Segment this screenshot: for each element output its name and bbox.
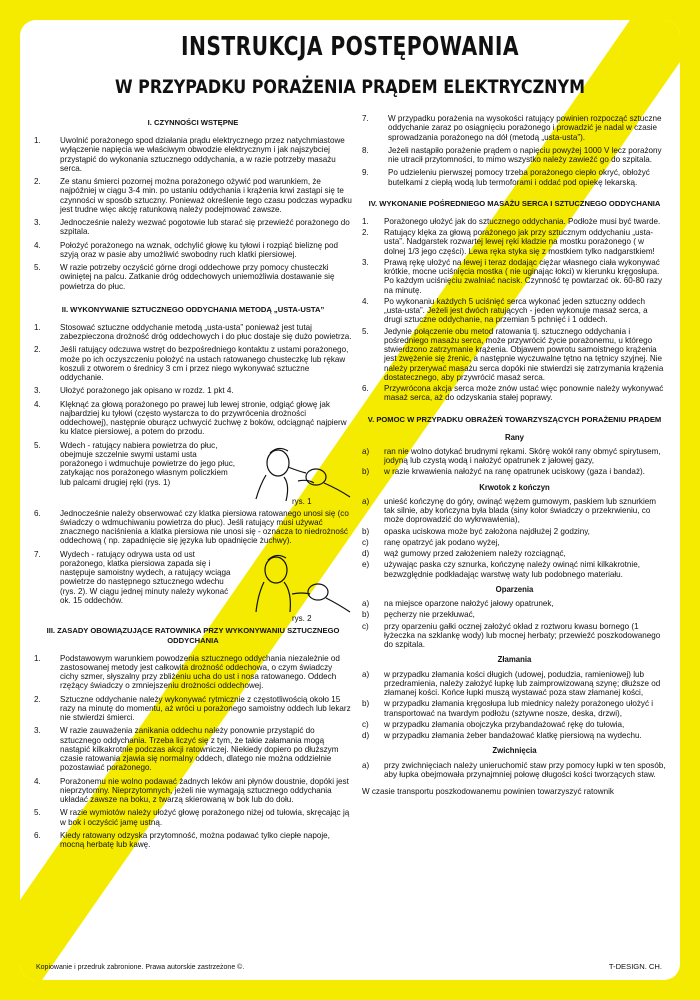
dislocations-heading: Zwichnięcia — [492, 746, 537, 756]
list-item: 2. Ratujący klęka za głową porażonego jak przy sztucznym oddychaniu „usta-usta”. Nadgarstek rozwartej lewej ręki kładzie na mostku porażonego ( w dolnej 1/3 jego części). Lewa ręka styka się z mostkiem tylko nadgarstkiem! — [362, 228, 655, 256]
figure-2 — [236, 550, 352, 624]
list-item: 1. Stosować sztuczne oddychanie metodą „usta-usta” ponieważ jest tutaj zabezpieczona drożność dróg oddechowych i do płuc dostaje się dużo powietrza. — [34, 322, 352, 341]
list-item: 2. Jeśli ratujący odczuwa wstręt do bezpośredniego kontaktu z ustami porażonego, może po ich oczyszczeniu położyć na ustach ratowanego chusteczkę lub rękaw koszuli z otworem o średnicy 3 cm i przez niego wykonywać sztuczne oddychanie. — [34, 345, 349, 382]
list-item: 4. Po wykonaniu każdych 5 uciśnięć serca wykonać jeden sztuczny oddech „usta-usta”. Jeżeli jest dwóch ratujących - jeden wykonuje masaż serca, a drugi sztuczne oddychanie, na przemian 5 pchnięć i 1 oddech. — [362, 296, 648, 325]
list-item: 6. Kiedy ratowany odzyska przytomność, można podawać tylko ciepłe napoje, mocną herbatę lub kawę. — [34, 830, 330, 849]
burns-heading: Oparzenia — [495, 584, 534, 594]
list-item: 1. Podstawowym warunkiem powodzenia sztucznego oddychania niezależnie od zastosowanej metody jest całkowita drożność oddechowa, o czym świadczy cichy szmer, słyszalny przy zbliżeniu ucha do ust i nosa ratowanego. Oddech rzężący świadczy o zmniejszeniu drożności oddechowej. — [34, 653, 340, 691]
list-item: 5. W razie wymiotów należy ułożyć głowę porażonego niżej od tułowia, skręcając ją w bok i oczyścić jamę ustną. — [34, 808, 350, 827]
list-item: 6. Jednocześnie należy obserwować czy klatka piersiowa ratowanego unosi się (co świadczy o wdmuchiwaniu powietrza do płuc). Jeśli ratujący musi używać znacznego naciśnienia a klatka piersiowa nie unosi się - oznacza to niedrożność oddechową ( np. zapadnięcie się języka lub opadnięcie żuchwy). — [34, 508, 349, 546]
right-column — [362, 114, 667, 796]
copyright-notice: Kopiowanie i przedruk zabronione. Prawa autorskie zastrzeżone ©. — [36, 964, 245, 971]
figure-1 — [236, 441, 352, 507]
main-title: INSTRUKCJA POSTĘPOWANIA — [181, 32, 519, 62]
list-item: d) w przypadku złamania żeber bandażować klatkę piersiową na wydechu. — [362, 731, 642, 740]
list-item: 3. W razie zauważenia zanikania oddechu należy ponownie przystąpić do sztucznego oddychania. Trzeba liczyć się z tym, że takie załamania mogą nastąpić kilkakrotnie podczas akcji ratowniczej. Niekiedy dopiero po dłuższym czasie ratowania zjawia się normalny oddech, dlatego nie można oddzielnie pozostawiać porażonego. — [34, 726, 339, 773]
list-item: 7. W przypadku porażenia na wysokości ratujący powinien rozpocząć sztuczne oddychanie zaraz po osiągnięciu porażonego i prowadzić je nadal w czasie sprowadzania porażonego na dół (metodą „usta-usta”). — [362, 114, 662, 142]
list-item: a) przy zwichnięciach należy unieruchomić staw przy pomocy łupki w ten sposób, aby łupka obejmowała przynajmniej połowę długości kości tworzących staw. — [362, 760, 666, 779]
sign-sheet — [20, 20, 680, 980]
figure-1-caption: rys. 1 — [292, 497, 312, 507]
list-item: 9. Po udzieleniu pierwszej pomocy trzeba porażonego ciepło okryć, obłożyć butelkami z ciepłą wodą lub termoforami i oddać pod opiekę lekarską. — [362, 168, 650, 187]
list-item: 5. Jedynie połączenie obu metod ratowania tj. sztucznego oddychania i pośredniego masażu serca, może przywrócić życie porażonemu, u którego stwierdzono zatrzymanie krążenia. Objawem powrotu samoistnego krążenia jest zwężenie się źrenic, a następnie wyczuwalne tętno na tętnicy szyjnej. Nie należy przerywać masażu serca dopóki nie stwierdzi się zatrzymania krążenia dostatecznego, aby przywrócić masaż serca. — [362, 326, 664, 382]
list-item: 3. Prawą rękę ułożyć na lewej i teraz dodając ciężar własnego ciała wykonywać krótkie, mocne uciśnięcia mostka ( nie uginając łokci) w kierunku kręgosłupa. Po każdym uciśnięciu zwalniać nacisk. Czynność tę powtarzać ok. 60-80 razy na minutę. — [362, 257, 663, 295]
list-item: c) ranę opatrzyć jak podano wyżej, — [362, 537, 500, 547]
designer-credit: T-DESIGN. CH. — [608, 962, 662, 971]
list-item: a) na miejsce oparzone nałożyć jałowy opatrunek, — [362, 599, 554, 608]
item-5-with-figure — [34, 440, 352, 507]
list-item: a) ran nie wolno dotykać brudnymi rękami. Skórę wokół rany obmyć spirytusem, jodyną lub czystą wodą i nałożyć opatrunek z jałowej gazy, — [362, 446, 661, 465]
bleeding-heading: Krwotok z kończyn — [479, 482, 550, 492]
section-5-title: V. POMOC W PRZYPADKU OBRAŻEŃ TOWARZYSZĄCYCH PORAŻENIU PRĄDEM — [367, 414, 662, 424]
list-item: 7. Wydech - ratujący odrywa usta od ust porażonego, klatka piersiowa zapada się i następuje samoistny wydech, a ratujący wciąga powietrze do następnego sztucznego wdechu (rys. 2). W ciągu jednej minuty należy wykonać ok. 15 oddechów. — [34, 549, 231, 605]
subtitle: W PRZYPADKU PORAŻENIA PRĄDEM ELEKTRYCZNYM — [115, 76, 585, 98]
wounds-heading: Rany — [504, 432, 525, 442]
list-item: 1. Uwolnić porażonego spod działania prądu elektrycznego przez natychmiastowe wyłączenie napięcia we właściwym obwodzie elektrycznym i jak najszybciej przystąpić do wykonania sztucznego oddychania, a w razie potrzeby masażu serca. — [34, 136, 345, 173]
list-item: a) w przypadku złamania kości długich (udowej, podudzia, ramieniowej) lub przedramienia, należy założyć łupkę lub zaimprowizowaną szynę; dłuższe od złamanej kości. Końce łupki muszą wystawać poza staw złamanej kości, — [362, 669, 661, 697]
list-item: 1. Porażonego ułożyć jak do sztucznego oddychania. Podłoże musi być twarde. — [362, 216, 661, 226]
list-item: 6. Przywrócona akcja serca może znów ustać więc ponownie należy wykonywać masaż serca, aż do odzyskania stałej poprawy. — [362, 384, 664, 403]
item-7-with-figure — [34, 549, 352, 624]
list-item: 4. Klęknąć za głową porażonego po prawej lub lewej stronie, odgiąć głowę jak najbardziej ku tyłowi (często wystarcza to do przywrócenia drożności oddechowej), następnie oburącz uchwycić żuchwę z boków, odciągnąć najpierw ku klatce piersiowej, a potem do przodu. — [34, 399, 347, 437]
list-item: 5. Wdech - ratujący nabiera powietrza do płuc, obejmuje szczelnie swymi ustami usta porażonego i wdmuchuje powietrze do jego płuc, zatykając nos porażonego własnym policzkiem lub palcami drugiej ręki (rys. 1) — [34, 440, 236, 487]
list-item: 5. W razie potrzeby oczyścić górne drogi oddechowe przy pomocy chusteczki owiniętej na palcu. Zatkanie dróg oddechowych uniemożliwia dostawanie się powietrza do płuc. — [34, 263, 335, 291]
figure-2-caption: rys. 2 — [292, 614, 312, 624]
list-item: 3. Ułożyć porażonego jak opisano w rozdz. 1 pkt 4. — [34, 386, 234, 396]
transport-note: W czasie transportu poszkodowanemu powinien towarzyszyć ratownik — [362, 787, 614, 796]
rescue-exhale-illustration — [236, 550, 352, 620]
section-2-title: II. WYKONYWANIE SZTUCZNEGO ODDYCHANIA METODĄ „USTA-USTA” — [61, 304, 325, 314]
list-item: 2. Ze stanu śmierci pozornej można porażonego ożywić pod warunkiem, że najpóźniej w ciągu 3-4 min. po ustaniu oddychania i krążenia krwi zastąpi się te czynności w sposób sztuczny. Ponieważ określenie tego czasu podczas wypadku jest trudne więc akcję ratunkową należy podejmować zawsze. — [34, 177, 352, 214]
section-3-title: III. ZASADY OBOWIĄZUJĄCE RATOWNIKA PRZY WYKONYWANIU SZTUCZNEGO ODDYCHANIA — [46, 625, 340, 645]
list-item: a) unieść kończynę do góry, owinąć wężem gumowym, paskiem lub sznurkiem tak silnie, aby kończyna była blada (siny kolor świadczy o przekrwieniu, co może doprowadzić do wykrwawienia), — [362, 496, 657, 525]
list-item: d) wąż gumowy przed założeniem należy rozciągnąć, — [362, 549, 566, 558]
rescue-breathing-illustration — [236, 441, 352, 503]
list-item: b) w razie krwawienia nałożyć na ranę opatrunek uciskowy (gaza i bandaż). — [362, 467, 645, 477]
list-item: c) w przypadku złamania obojczyka przybandażować rękę do tułowia, — [362, 719, 625, 729]
list-item: 4. Porażonemu nie wolno podawać żadnych leków ani płynów doustnie, dopóki jest nieprzytomny. Nieprzytomnych, jeżeli nie wymagają sztucznego oddychania układać zawsze na boku, z twarzą skierowaną w bok lub do dołu. — [34, 776, 349, 804]
list-item: 3. Jednocześnie należy wezwać pogotowie lub starać się przewieźć porażonego do szpitala. — [34, 218, 350, 237]
list-item: 2. Sztuczne oddychanie należy wykonywać rytmicznie z częstotliwością około 15 razy na minutę do momentu, aż wróci u porażonego samoistny oddech lub lekarz nie stwierdzi śmierci. — [34, 694, 351, 722]
list-item: 8. Jeżeli nastąpiło porażenie prądem o napięciu powyżej 1000 V lecz porażony nie utracił przytomności, to mimo wszystko należy zawieźć go do szpitala. — [362, 145, 662, 164]
list-item: 4. Położyć porażonego na wznak, odchylić głowę ku tyłowi i rozpiąć bieliznę pod szyją oraz w pasie aby umożliwić swobodny ruch klatki piersiowej. — [34, 240, 339, 259]
fractures-heading: Złamania — [497, 655, 532, 665]
sign-content — [20, 20, 680, 980]
section-1-title: I. CZYNNOŚCI WSTĘPNE — [147, 118, 239, 127]
section-4-title: IV. WYKONANIE POŚREDNIEGO MASAŻU SERCA I SZTUCZNEGO ODDYCHANIA — [368, 198, 661, 208]
list-item: c) przy oparzeniu gałki ocznej założyć okład z roztworu kwasu bornego (1 łyżeczka na szklankę wody) lub mocnej herbaty; przewieźć poszkodowanego do szpitala. — [362, 621, 661, 649]
list-item: b) w przypadku złamania kręgosłupa lub miednicy należy porażonego ułożyć i transportować na twardym podłożu (sztywne nosze, deska, drzwi), — [362, 699, 654, 718]
left-column — [34, 114, 352, 853]
list-item: e) używając paska czy sznurka, kończynę należy owinąć nimi kilkakrotnie, bezwzględnie podkładając warstwę waty lub podobnego materiału. — [362, 560, 640, 579]
list-item: b) opaska uciskowa może być założona najdłużej 2 godziny, — [362, 526, 590, 536]
list-item: b) pęcherzy nie przekłuwać, — [362, 610, 475, 620]
